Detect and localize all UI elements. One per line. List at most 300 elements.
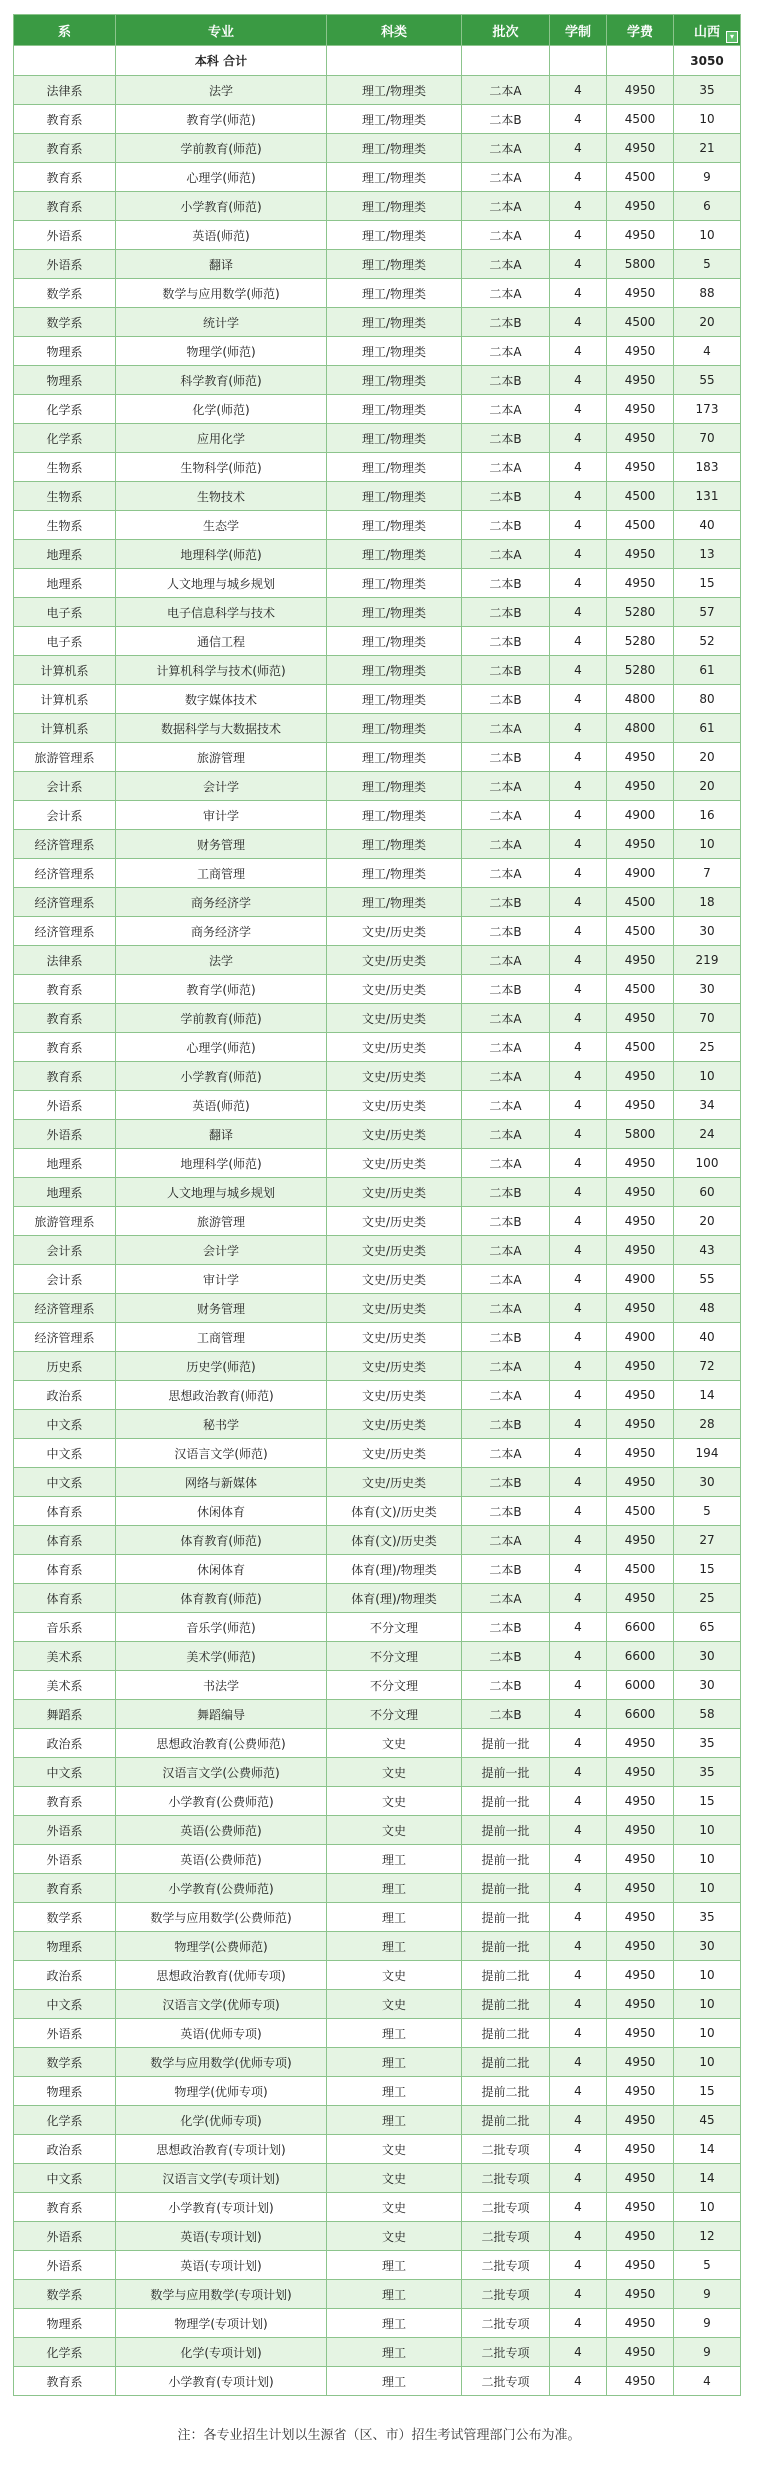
cell-shanxi-quota: 25 (674, 1033, 741, 1062)
table-row (14, 859, 741, 888)
cell-category: 文史/历史类 (327, 1091, 462, 1120)
cell-batch: 二本A (462, 1091, 550, 1120)
cell-department: 音乐系 (14, 1613, 116, 1642)
table-row (14, 946, 741, 975)
cell-tuition: 4950 (607, 2135, 674, 2164)
cell-shanxi-quota: 15 (674, 1787, 741, 1816)
cell-tuition: 6600 (607, 1613, 674, 1642)
cell-shanxi-quota: 70 (674, 424, 741, 453)
cell-department: 物理系 (14, 337, 116, 366)
cell-tuition: 4950 (607, 1816, 674, 1845)
cell-tuition: 4950 (607, 772, 674, 801)
cell-tuition: 6600 (607, 1642, 674, 1671)
cell-department: 物理系 (14, 1932, 116, 1961)
cell-major: 地理科学(师范) (116, 1149, 327, 1178)
cell-batch: 二本B (462, 685, 550, 714)
cell-duration: 4 (550, 2077, 607, 2106)
cell-category: 文史/历史类 (327, 1149, 462, 1178)
cell-duration: 4 (550, 337, 607, 366)
table-row (14, 511, 741, 540)
cell-batch: 提前二批 (462, 2048, 550, 2077)
cell-department: 教育系 (14, 1874, 116, 1903)
cell-batch: 二本A (462, 192, 550, 221)
cell-major: 英语(优师专项) (116, 2019, 327, 2048)
cell-duration: 4 (550, 1149, 607, 1178)
cell-batch: 二本A (462, 279, 550, 308)
cell-batch: 二本A (462, 1294, 550, 1323)
total-label: 本科 合计 (116, 46, 327, 76)
header-row (14, 15, 741, 46)
table-row (14, 1294, 741, 1323)
cell-tuition: 4950 (607, 1410, 674, 1439)
cell-category: 体育(文)/历史类 (327, 1526, 462, 1555)
cell-batch: 二本A (462, 1033, 550, 1062)
cell-shanxi-quota: 61 (674, 714, 741, 743)
cell-shanxi-quota: 100 (674, 1149, 741, 1178)
cell-department: 舞蹈系 (14, 1700, 116, 1729)
cell-major: 学前教育(师范) (116, 1004, 327, 1033)
cell-duration: 4 (550, 1671, 607, 1700)
cell-category: 文史/历史类 (327, 1207, 462, 1236)
cell-duration: 4 (550, 1004, 607, 1033)
table-row (14, 1352, 741, 1381)
table-row (14, 2193, 741, 2222)
table-row (14, 2251, 741, 2280)
cell-major: 学前教育(师范) (116, 134, 327, 163)
cell-duration: 4 (550, 2164, 607, 2193)
table-row (14, 163, 741, 192)
cell-category: 理工/物理类 (327, 511, 462, 540)
cell-major: 地理科学(师范) (116, 540, 327, 569)
cell-duration: 4 (550, 975, 607, 1004)
table-row (14, 366, 741, 395)
cell-shanxi-quota: 34 (674, 1091, 741, 1120)
cell-tuition: 5280 (607, 598, 674, 627)
cell-category: 理工 (327, 2251, 462, 2280)
cell-duration: 4 (550, 1845, 607, 1874)
cell-shanxi-quota: 30 (674, 917, 741, 946)
cell-category: 文史 (327, 1990, 462, 2019)
cell-tuition: 4950 (607, 192, 674, 221)
cell-department: 中文系 (14, 2164, 116, 2193)
cell-shanxi-quota: 30 (674, 1642, 741, 1671)
cell-tuition: 4900 (607, 1323, 674, 1352)
cell-tuition: 5280 (607, 656, 674, 685)
cell-batch: 二本A (462, 540, 550, 569)
cell-duration: 4 (550, 772, 607, 801)
cell-shanxi-quota: 10 (674, 1816, 741, 1845)
cell-major: 物理学(优师专项) (116, 2077, 327, 2106)
cell-duration: 4 (550, 2251, 607, 2280)
cell-batch: 二本A (462, 250, 550, 279)
cell-department: 中文系 (14, 1439, 116, 1468)
cell-category: 不分文理 (327, 1642, 462, 1671)
cell-tuition: 4950 (607, 1903, 674, 1932)
table-row (14, 1787, 741, 1816)
cell-category: 理工/物理类 (327, 830, 462, 859)
cell-department: 外语系 (14, 2019, 116, 2048)
cell-department: 地理系 (14, 569, 116, 598)
cell-batch: 二本B (462, 1497, 550, 1526)
cell-shanxi-quota: 30 (674, 1932, 741, 1961)
cell-department: 历史系 (14, 1352, 116, 1381)
cell-shanxi-quota: 18 (674, 888, 741, 917)
cell-category: 理工 (327, 2077, 462, 2106)
table-row (14, 105, 741, 134)
table-row (14, 1062, 741, 1091)
table-row (14, 1497, 741, 1526)
cell-major: 舞蹈编导 (116, 1700, 327, 1729)
cell-department: 经济管理系 (14, 888, 116, 917)
cell-tuition: 4950 (607, 1729, 674, 1758)
cell-major: 财务管理 (116, 1294, 327, 1323)
cell-shanxi-quota: 5 (674, 1497, 741, 1526)
cell-department: 数学系 (14, 279, 116, 308)
cell-batch: 二本B (462, 975, 550, 1004)
cell-shanxi-quota: 4 (674, 337, 741, 366)
cell-major: 物理学(公费师范) (116, 1932, 327, 1961)
cell-major: 英语(公费师范) (116, 1845, 327, 1874)
cell-major: 心理学(师范) (116, 163, 327, 192)
cell-shanxi-quota: 10 (674, 2048, 741, 2077)
cell-shanxi-quota: 52 (674, 627, 741, 656)
cell-shanxi-quota: 21 (674, 134, 741, 163)
cell-department: 外语系 (14, 250, 116, 279)
cell-duration: 4 (550, 685, 607, 714)
cell-tuition: 4950 (607, 2222, 674, 2251)
table-row (14, 772, 741, 801)
cell-shanxi-quota: 88 (674, 279, 741, 308)
cell-duration: 4 (550, 395, 607, 424)
cell-department: 经济管理系 (14, 1294, 116, 1323)
cell-major: 秘书学 (116, 1410, 327, 1439)
cell-batch: 二本B (462, 1555, 550, 1584)
cell-batch: 二本B (462, 1671, 550, 1700)
cell-batch: 二本A (462, 830, 550, 859)
cell-department: 地理系 (14, 1178, 116, 1207)
table-row (14, 2338, 741, 2367)
cell-major: 英语(师范) (116, 221, 327, 250)
cell-batch: 二本B (462, 1642, 550, 1671)
cell-major: 审计学 (116, 801, 327, 830)
cell-shanxi-quota: 72 (674, 1352, 741, 1381)
cell-department: 教育系 (14, 163, 116, 192)
cell-department: 数学系 (14, 2048, 116, 2077)
cell-department: 旅游管理系 (14, 1207, 116, 1236)
cell-category: 文史/历史类 (327, 1236, 462, 1265)
cell-tuition: 4800 (607, 685, 674, 714)
cell-category: 文史 (327, 1961, 462, 1990)
cell-batch: 提前二批 (462, 1990, 550, 2019)
cell-shanxi-quota: 219 (674, 946, 741, 975)
cell-major: 小学教育(专项计划) (116, 2193, 327, 2222)
cell-duration: 4 (550, 1932, 607, 1961)
cell-department: 法律系 (14, 946, 116, 975)
cell-duration: 4 (550, 1120, 607, 1149)
cell-batch: 二本B (462, 569, 550, 598)
cell-duration: 4 (550, 482, 607, 511)
cell-shanxi-quota: 10 (674, 1874, 741, 1903)
table-row (14, 627, 741, 656)
table-row (14, 801, 741, 830)
cell-department: 会计系 (14, 801, 116, 830)
cell-duration: 4 (550, 1990, 607, 2019)
cell-batch: 二本A (462, 1439, 550, 1468)
cell-batch: 提前一批 (462, 1787, 550, 1816)
cell-batch: 二本A (462, 1062, 550, 1091)
cell-department: 政治系 (14, 1961, 116, 1990)
cell-department: 体育系 (14, 1584, 116, 1613)
cell-shanxi-quota: 5 (674, 250, 741, 279)
cell-shanxi-quota: 14 (674, 2164, 741, 2193)
cell-shanxi-quota: 55 (674, 366, 741, 395)
cell-shanxi-quota: 20 (674, 772, 741, 801)
cell-department: 外语系 (14, 1816, 116, 1845)
cell-duration: 4 (550, 1700, 607, 1729)
cell-shanxi-quota: 25 (674, 1584, 741, 1613)
table-row (14, 221, 741, 250)
cell-major: 化学(专项计划) (116, 2338, 327, 2367)
cell-duration: 4 (550, 1497, 607, 1526)
cell-tuition: 4950 (607, 2077, 674, 2106)
cell-batch: 二本A (462, 453, 550, 482)
cell-tuition: 5280 (607, 627, 674, 656)
cell-tuition: 4950 (607, 2338, 674, 2367)
cell-tuition: 4950 (607, 1149, 674, 1178)
cell-shanxi-quota: 57 (674, 598, 741, 627)
cell-tuition: 4950 (607, 395, 674, 424)
cell-department: 地理系 (14, 1149, 116, 1178)
cell-category: 理工/物理类 (327, 366, 462, 395)
cell-shanxi-quota: 15 (674, 569, 741, 598)
table-row (14, 337, 741, 366)
cell-major: 人文地理与城乡规划 (116, 1178, 327, 1207)
cell-tuition: 6000 (607, 1671, 674, 1700)
cell-tuition: 4900 (607, 801, 674, 830)
cell-shanxi-quota: 27 (674, 1526, 741, 1555)
cell-department: 政治系 (14, 1381, 116, 1410)
cell-duration: 4 (550, 1294, 607, 1323)
cell-shanxi-quota: 10 (674, 2019, 741, 2048)
cell-category: 不分文理 (327, 1613, 462, 1642)
table-row (14, 2048, 741, 2077)
cell-category: 文史 (327, 2164, 462, 2193)
table-row (14, 569, 741, 598)
cell-tuition: 4950 (607, 743, 674, 772)
cell-category: 理工/物理类 (327, 163, 462, 192)
cell-department: 法律系 (14, 76, 116, 105)
cell-tuition: 4950 (607, 1062, 674, 1091)
cell-department: 计算机系 (14, 656, 116, 685)
cell-duration: 4 (550, 1207, 607, 1236)
cell-category: 文史/历史类 (327, 1178, 462, 1207)
table-row (14, 1613, 741, 1642)
table-row (14, 424, 741, 453)
cell-duration: 4 (550, 2135, 607, 2164)
cell-batch: 二本B (462, 482, 550, 511)
cell-major: 商务经济学 (116, 888, 327, 917)
cell-department: 生物系 (14, 511, 116, 540)
cell-batch: 二本A (462, 163, 550, 192)
cell-shanxi-quota: 9 (674, 163, 741, 192)
cell-batch: 二本B (462, 1178, 550, 1207)
cell-duration: 4 (550, 1787, 607, 1816)
cell-duration: 4 (550, 1874, 607, 1903)
table-row (14, 1845, 741, 1874)
cell-category: 文史 (327, 2193, 462, 2222)
cell-tuition: 4500 (607, 163, 674, 192)
cell-duration: 4 (550, 250, 607, 279)
cell-shanxi-quota: 12 (674, 2222, 741, 2251)
cell-batch: 二本B (462, 1323, 550, 1352)
cell-shanxi-quota: 70 (674, 1004, 741, 1033)
cell-major: 工商管理 (116, 859, 327, 888)
total-value: 3050 (674, 46, 741, 76)
cell-duration: 4 (550, 2193, 607, 2222)
cell-tuition: 4500 (607, 975, 674, 1004)
table-row (14, 1236, 741, 1265)
cell-department: 外语系 (14, 2222, 116, 2251)
cell-major: 法学 (116, 946, 327, 975)
cell-duration: 4 (550, 656, 607, 685)
cell-batch: 提前二批 (462, 2106, 550, 2135)
cell-duration: 4 (550, 2280, 607, 2309)
cell-category: 理工/物理类 (327, 337, 462, 366)
cell-category: 文史/历史类 (327, 1381, 462, 1410)
cell-batch: 提前二批 (462, 2077, 550, 2106)
cell-shanxi-quota: 10 (674, 1990, 741, 2019)
cell-batch: 二批专项 (462, 2367, 550, 2396)
cell-batch: 二本A (462, 714, 550, 743)
table-row (14, 2135, 741, 2164)
cell-duration: 4 (550, 917, 607, 946)
cell-major: 汉语言文学(公费师范) (116, 1758, 327, 1787)
table-row (14, 1990, 741, 2019)
cell-category: 理工 (327, 2019, 462, 2048)
cell-major: 电子信息科学与技术 (116, 598, 327, 627)
cell-department: 教育系 (14, 1062, 116, 1091)
cell-batch: 二本A (462, 1352, 550, 1381)
cell-duration: 4 (550, 1381, 607, 1410)
cell-duration: 4 (550, 2222, 607, 2251)
cell-shanxi-quota: 43 (674, 1236, 741, 1265)
cell-duration: 4 (550, 946, 607, 975)
cell-major: 思想政治教育(优师专项) (116, 1961, 327, 1990)
table-row (14, 308, 741, 337)
cell-department: 数学系 (14, 2280, 116, 2309)
cell-category: 理工/物理类 (327, 192, 462, 221)
cell-department: 物理系 (14, 2309, 116, 2338)
cell-batch: 二批专项 (462, 2193, 550, 2222)
cell-category: 文史/历史类 (327, 1439, 462, 1468)
cell-tuition: 4500 (607, 1033, 674, 1062)
cell-department: 物理系 (14, 366, 116, 395)
cell-category: 理工 (327, 2309, 462, 2338)
cell-batch: 提前一批 (462, 1729, 550, 1758)
cell-duration: 4 (550, 714, 607, 743)
cell-shanxi-quota: 183 (674, 453, 741, 482)
table-row (14, 2309, 741, 2338)
cell-major: 数据科学与大数据技术 (116, 714, 327, 743)
table-row (14, 685, 741, 714)
cell-tuition: 4950 (607, 1381, 674, 1410)
table-row (14, 1439, 741, 1468)
cell-duration: 4 (550, 1091, 607, 1120)
cell-duration: 4 (550, 1758, 607, 1787)
table-row (14, 1700, 741, 1729)
cell-category: 理工/物理类 (327, 743, 462, 772)
cell-major: 英语(专项计划) (116, 2222, 327, 2251)
cell-category: 文史/历史类 (327, 1352, 462, 1381)
cell-department: 体育系 (14, 1526, 116, 1555)
cell-shanxi-quota: 9 (674, 2280, 741, 2309)
cell-category: 理工/物理类 (327, 221, 462, 250)
table-row (14, 2222, 741, 2251)
cell-department: 外语系 (14, 1120, 116, 1149)
cell-batch: 二本B (462, 888, 550, 917)
cell-major: 汉语言文学(优师专项) (116, 1990, 327, 2019)
cell-department: 政治系 (14, 2135, 116, 2164)
cell-major: 英语(师范) (116, 1091, 327, 1120)
cell-batch: 提前一批 (462, 1874, 550, 1903)
cell-duration: 4 (550, 1410, 607, 1439)
cell-category: 文史/历史类 (327, 1265, 462, 1294)
table-row (14, 1149, 741, 1178)
cell-duration: 4 (550, 453, 607, 482)
cell-shanxi-quota: 10 (674, 1961, 741, 1990)
cell-department: 教育系 (14, 1004, 116, 1033)
filter-icon[interactable]: ▾ (726, 31, 738, 43)
cell-duration: 4 (550, 2367, 607, 2396)
cell-category: 文史/历史类 (327, 1120, 462, 1149)
cell-batch: 二本B (462, 743, 550, 772)
cell-major: 体育教育(师范) (116, 1584, 327, 1613)
cell-tuition: 4500 (607, 1497, 674, 1526)
cell-duration: 4 (550, 888, 607, 917)
cell-department: 政治系 (14, 1729, 116, 1758)
cell-major: 数字媒体技术 (116, 685, 327, 714)
cell-duration: 4 (550, 859, 607, 888)
cell-category: 文史 (327, 1816, 462, 1845)
cell-batch: 二本B (462, 105, 550, 134)
cell-duration: 4 (550, 1613, 607, 1642)
cell-department: 数学系 (14, 1903, 116, 1932)
cell-duration: 4 (550, 1468, 607, 1497)
cell-batch: 二本A (462, 1584, 550, 1613)
cell-tuition: 4950 (607, 1178, 674, 1207)
table-row (14, 1642, 741, 1671)
table-row (14, 1903, 741, 1932)
cell-duration: 4 (550, 830, 607, 859)
cell-major: 科学教育(师范) (116, 366, 327, 395)
cell-major: 财务管理 (116, 830, 327, 859)
cell-tuition: 4950 (607, 946, 674, 975)
cell-batch: 二本A (462, 1236, 550, 1265)
header-duration: 学制 (550, 15, 607, 46)
header-category: 科类 (327, 15, 462, 46)
cell-batch: 二本B (462, 1613, 550, 1642)
header-shanxi[interactable] (674, 15, 741, 46)
header-shanxi-label: 山西 (693, 24, 720, 40)
cell-batch: 二本B (462, 656, 550, 685)
cell-batch: 提前一批 (462, 1845, 550, 1874)
cell-tuition: 4950 (607, 1352, 674, 1381)
table-row (14, 743, 741, 772)
cell-category: 理工/物理类 (327, 279, 462, 308)
cell-tuition: 4950 (607, 2106, 674, 2135)
cell-category: 理工/物理类 (327, 801, 462, 830)
cell-category: 理工 (327, 2106, 462, 2135)
